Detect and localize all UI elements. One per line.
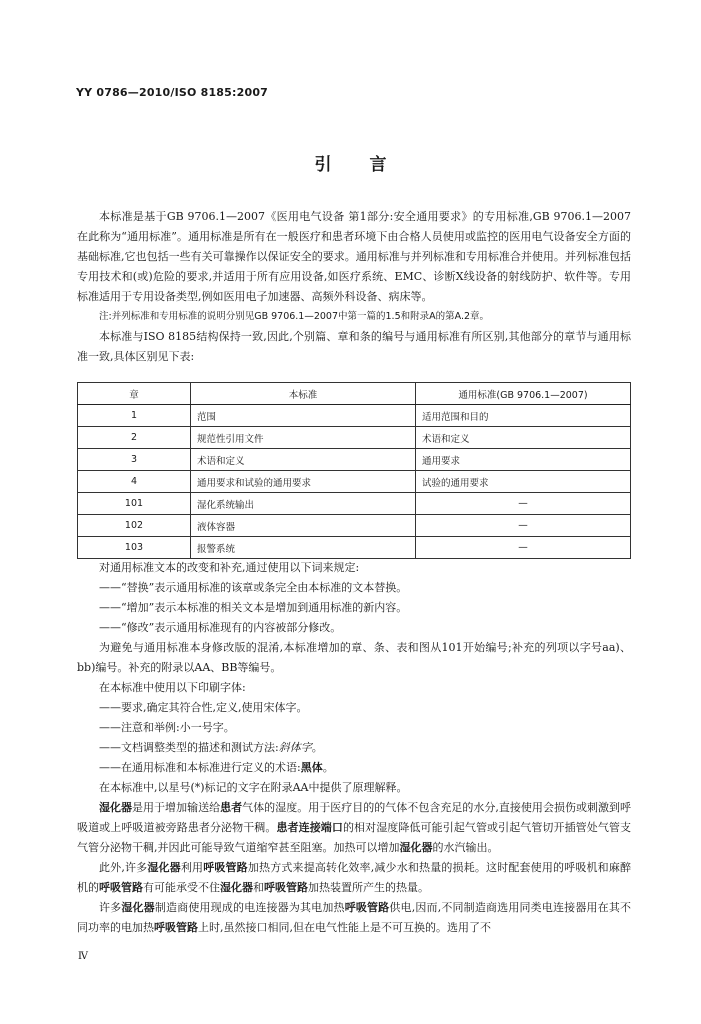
italic-text: 斜体字 xyxy=(278,741,312,754)
term-patient: 患者 xyxy=(220,801,243,814)
cell-chapter: 1 xyxy=(78,405,191,427)
table-row xyxy=(78,537,631,559)
term-humidifier: 湿化器 xyxy=(121,901,155,914)
body-section xyxy=(77,558,631,938)
dash-item-modify: ——“修改”表示通用标准现有的内容被部分修改。 xyxy=(99,621,342,634)
term-humidifier: 湿化器 xyxy=(147,861,181,874)
intro-note: 注:并列标准和专用标准的说明分别见GB 9706.1—2007中第一篇的1.5和附录A的第A.2章。 xyxy=(99,311,490,322)
table-header-row xyxy=(78,383,631,405)
cell-chapter: 101 xyxy=(78,493,191,515)
term-breathing-tube: 呼吸管路 xyxy=(99,881,143,894)
typeface-prefix: ——在通用标准和本标准进行定义的术语: xyxy=(99,761,301,774)
cell-general-standard: 适用范围和目的 xyxy=(416,405,631,427)
body-paragraph-5: 在本标准中使用以下印刷字体: xyxy=(99,681,246,694)
body-paragraph-3: 对通用标准文本的改变和补充,通过使用以下词来规定: xyxy=(99,561,360,574)
text-run: 的水汽输出。 xyxy=(432,841,499,854)
cell-chapter: 4 xyxy=(78,471,191,493)
text-run: 和 xyxy=(253,881,264,894)
text-run: 许多 xyxy=(99,901,122,914)
page-title: 引言 xyxy=(314,155,425,175)
body-paragraph-9 xyxy=(77,898,631,938)
cell-chapter: 2 xyxy=(78,427,191,449)
text-run: 有可能承受不住 xyxy=(143,881,220,894)
term-patient-connection-port: 患者连接端口 xyxy=(276,821,343,834)
text-run: 是用于增加输送给 xyxy=(132,801,221,814)
text-run: 加热装置所产生的热量。 xyxy=(308,881,429,894)
term-humidifier: 湿化器 xyxy=(399,841,433,854)
typeface-prefix: ——文档调整类型的描述和测试方法: xyxy=(99,741,279,754)
text-run: 气体的湿度。用于医疗目的的气体不包含充足的水分,直接使用会损伤或刺激到呼吸道或上呼吸道被旁路患者分泌物干稠。 xyxy=(77,801,632,834)
standard-code: YY 0786—2010/ISO 8185:2007 xyxy=(76,86,269,99)
page-number: Ⅳ xyxy=(78,951,88,962)
term-humidifier: 湿化器 xyxy=(220,881,253,894)
cell-this-standard: 规范性引用文件 xyxy=(191,427,416,449)
body-paragraph-7 xyxy=(77,798,631,858)
text-run: 加热方式来提高转化效率,减少水和热量的损耗。这时配套使用的呼吸机和麻醉机的 xyxy=(77,861,632,894)
header-this-standard: 本标准 xyxy=(191,383,416,405)
cell-general-standard: — xyxy=(416,493,631,515)
cell-chapter: 3 xyxy=(78,449,191,471)
table-row xyxy=(78,449,631,471)
cell-this-standard: 报警系统 xyxy=(191,537,416,559)
term-humidifier: 湿化器 xyxy=(99,801,133,814)
cell-this-standard: 通用要求和试验的通用要求 xyxy=(191,471,416,493)
text-run: 供电,因而,不同制造商选用同类电连接器用在其不同功率的电加热 xyxy=(77,901,632,934)
dash-item-replace: ——“替换”表示通用标准的该章或条完全由本标准的文本替换。 xyxy=(99,581,408,594)
cell-general-standard: — xyxy=(416,515,631,537)
typeface-item-tests xyxy=(77,738,631,758)
typeface-suffix: 。 xyxy=(322,761,334,774)
table-row xyxy=(78,515,631,537)
text-run: 制造商使用现成的电连接器为其电加热 xyxy=(154,901,345,914)
term-breathing-tube: 呼吸管路 xyxy=(203,861,248,874)
text-run: 利用 xyxy=(180,861,204,874)
cell-chapter: 103 xyxy=(78,537,191,559)
cell-general-standard: 术语和定义 xyxy=(416,427,631,449)
text-run: 的相对湿度降低可能引起气管或引起气管切开插管处气管支气管分泌物干稠,并因此可能导致气道缩窄甚至阻塞。加热可以增加 xyxy=(77,821,632,854)
header-chapter: 章 xyxy=(78,383,191,405)
term-breathing-tube: 呼吸管路 xyxy=(154,921,198,934)
cell-general-standard: — xyxy=(416,537,631,559)
typeface-suffix: 。 xyxy=(311,741,323,754)
text-run: 上时,虽然接口相同,但在电气性能上是不可互换的。选用了不 xyxy=(198,921,491,934)
comparison-table xyxy=(77,382,631,559)
cell-this-standard: 术语和定义 xyxy=(191,449,416,471)
typeface-item-terms xyxy=(77,758,631,778)
header-general-standard: 通用标准(GB 9706.1—2007) xyxy=(416,383,631,405)
term-breathing-tube: 呼吸管路 xyxy=(344,901,390,914)
cell-general-standard: 通用要求 xyxy=(416,449,631,471)
cell-this-standard: 湿化系统输出 xyxy=(191,493,416,515)
bold-text: 黑体 xyxy=(300,761,323,774)
intro-paragraph-2: 本标准与ISO 8185结构保持一致,因此,个别篇、章和条的编号与通用标准有所区别,其他部分的章节与通用标准一致,具体区别见下表: xyxy=(77,330,631,363)
table-row xyxy=(78,493,631,515)
term-breathing-tube: 呼吸管路 xyxy=(264,881,308,894)
text-run: 此外,许多 xyxy=(99,861,148,874)
intro-section xyxy=(77,207,631,367)
table-row xyxy=(78,471,631,493)
cell-this-standard: 范围 xyxy=(191,405,416,427)
typeface-item-requirements: ——要求,确定其符合性,定义,使用宋体字。 xyxy=(99,701,308,714)
intro-paragraph-1: 本标准是基于GB 9706.1—2007《医用电气设备 第1部分:安全通用要求》的专用标准,GB 9706.1—2007在此称为“通用标准”。通用标准是所有在一般医疗和患者环境下由合格人员使用或监控的医用电气设备安全方面的基础标准,它也包括一些有关可靠操作以保证安全的要求。通用标准与并列标准和专用标准合并使用。并列标准包括专用技术和(或)危险的要求,并适用于所有应用设备,如医疗系统、EMC、诊断X线设备的射线防护、软件等。专用标准适用于专用设备类型,例如医用电子加速器、高频外科设备、病床等。 xyxy=(77,210,631,303)
body-paragraph-8 xyxy=(77,858,631,898)
dash-item-add: ——“增加”表示本标准的相关文本是增加到通用标准的新内容。 xyxy=(99,601,408,614)
table-row xyxy=(78,405,631,427)
typeface-item-notes: ——注意和举例:小一号字。 xyxy=(99,721,235,734)
table-row xyxy=(78,427,631,449)
body-paragraph-4: 为避免与通用标准本身修改版的混淆,本标准增加的章、条、表和图从101开始编号;补充的列项以字号aa)、bb)编号。补充的附录以AA、BB等编号。 xyxy=(77,641,631,674)
body-paragraph-6: 在本标准中,以星号(*)标记的文字在附录AA中提供了原理解释。 xyxy=(99,781,408,794)
cell-chapter: 102 xyxy=(78,515,191,537)
cell-this-standard: 液体容器 xyxy=(191,515,416,537)
cell-general-standard: 试验的通用要求 xyxy=(416,471,631,493)
